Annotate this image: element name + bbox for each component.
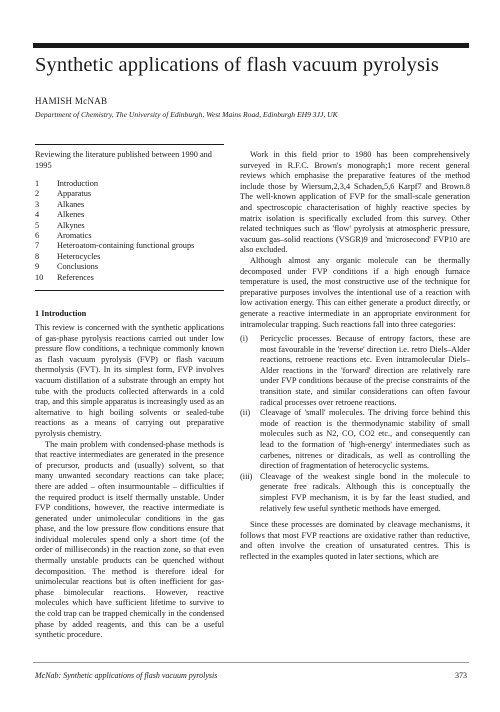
running-title: McNab: Synthetic applications of flash vacuum pyrolysis — [35, 671, 218, 680]
article-title: Synthetic applications of flash vacuum pyrolysis — [35, 54, 439, 76]
toc-label: Heterocycles — [57, 251, 101, 261]
paragraph: This review is concerned with the synthetic applications of gas-phase pyrolysis reactions carried out under low pressure flow conditions, a technique commonly known as flash vacuum pyrolysis (FVP) or flash vacuum thermolysis (FVT). In its simplest form, FVP involves vacuum distillation of a substrate through an empty hot tube with the products collected afterwards in a cold trap, and this simple apparatus is increasingly used as an alternative to high boiling solvents or sealed-tube reactions as a means of carrying out preparative pyrolysis chemistry. — [35, 323, 224, 438]
contents-box-bottom-rule — [35, 290, 224, 291]
author-affiliation: Department of Chemistry, The University of Edinburgh, West Mains Road, Edinburgh EH9 3JJ, UK — [35, 110, 338, 119]
toc-item — [35, 273, 224, 283]
toc-item — [35, 252, 224, 262]
toc-item — [35, 189, 224, 199]
toc-number: 7 — [35, 241, 40, 251]
toc-label: Alkynes — [57, 220, 85, 230]
left-column-body — [35, 323, 224, 641]
toc-number: 1 — [35, 179, 40, 188]
toc-label: Apparatus — [57, 189, 92, 199]
toc-number: 5 — [35, 220, 40, 230]
review-period: Reviewing the literature published between 1990 and 1995 — [35, 150, 212, 170]
category-text: Pericyclic processes. Because of entropy factors, these are most favourable in the 'reverse' direction i.e. retro Diels–Alder reactions, retroene reactions etc. Even intramolecular Diels–Alder reactions in the 'forward' direction are relatively rare under FVP conditions because of the precise constraints of the transition state, and similar considerations can often favour radical processes over retroene reactions. — [260, 334, 470, 407]
category-text: Cleavage of 'small' molecules. The driving force behind this mode of reaction is the thermodynamic stability of small molecules such as N2, CO, CO2 etc., and consequently can lead to the formation of 'high-energy' intermediates such as carbenes, nitrenes or diradicals, as well as controlling the direction of fragmentation of heterocyclic systems. — [260, 408, 470, 471]
toc-item — [35, 241, 224, 251]
paragraph: Since these processes are dominated by cleavage mechanisms, it follows that most FVP reactions are oxidative rather than reductive, and often involve the creation of unsaturated centres. This is reflected in the examples quoted in later sections, which are — [240, 520, 470, 561]
category-item — [240, 472, 470, 514]
contents-box-top-rule — [35, 144, 224, 145]
toc-label: References — [57, 272, 94, 282]
category-item — [240, 334, 470, 408]
toc-label: Conclusions — [57, 262, 99, 272]
category-label: (iii) — [240, 471, 253, 481]
toc-item — [35, 210, 224, 220]
toc-item — [35, 221, 224, 231]
page-number: 373 — [455, 671, 467, 680]
toc-label: Alkanes — [57, 199, 85, 209]
author-name: HAMISH McNAB — [35, 96, 108, 106]
toc-label: Introduction — [57, 179, 99, 188]
toc-label: Aromatics — [57, 231, 92, 241]
toc-number: 6 — [35, 231, 40, 241]
footer-rule — [33, 662, 469, 663]
toc-item — [35, 200, 224, 210]
category-item — [240, 408, 470, 472]
table-of-contents — [35, 179, 224, 283]
toc-item — [35, 179, 224, 189]
toc-label: Alkenes — [57, 210, 85, 220]
reaction-categories-list — [240, 334, 470, 514]
toc-number: 4 — [35, 210, 40, 220]
toc-item — [35, 262, 224, 272]
toc-number: 10 — [35, 272, 44, 282]
toc-label: Heteroatom-containing functional groups — [57, 241, 195, 251]
paragraph: Work in this field prior to 1980 has been comprehensively surveyed in R.F.C. Brown's monograph;1 more recent general reviews which emphasise the preparative features of the method include those by Wiersum,2,3,4 Schaden,5,6 Karpf7 and Brown.8 The well-known application of FVP for the small-scale generation and spectroscopic characterisation of highly reactive species by matrix isolation is specifically excluded from this survey. Other related techniques such as 'flow' pyrolysis at atmospheric pressure, vacuum gas–solid reactions (VSGR)9 and 'microsecond' FVP10 are also excluded. — [240, 150, 470, 255]
toc-number: 9 — [35, 262, 40, 272]
toc-number: 2 — [35, 189, 40, 199]
right-column-body — [240, 150, 470, 563]
category-label: (ii) — [240, 408, 251, 418]
category-text: Cleavage of the weakest single bond in the molecule to generate free radicals. Although this is conceptually the simplest FVP mechanism, it is by far the least studied, and relatively few useful synthetic methods have emerged. — [260, 471, 470, 513]
toc-item — [35, 231, 224, 241]
toc-number: 3 — [35, 199, 40, 209]
section-heading: 1 Introduction — [35, 309, 87, 318]
paragraph: Although almost any organic molecule can be thermally decomposed under FVP conditions if a high enough furnace temperature is used, the most constructive use of the technique for preparative purposes involves the intentional use of a reaction with low activation energy. This can either generate a product directly, or generate a reactive intermediate in an appropriate environment for intramolecular trapping. Such reactions fall into three categories: — [240, 255, 470, 329]
title-rule — [33, 43, 469, 48]
paragraph: The main problem with condensed-phase methods is that reactive intermediates are generated in the presence of precursor, products and (usually) solvent, so that many unwanted secondary reactions can take place; there are added – often insurmountable – difficulties if the required product is itself thermally unstable. Under FVP conditions, however, the reactive intermediate is generated under unimolecular conditions in the gas phase, and the low pressure flow conditions ensure that individual molecules spend only a short time (of the order of milliseconds) in the reaction zone, so that even thermally unstable products can be quenched without decomposition. The method is therefore ideal for unimolecular reactions but is often inefficient for gas-phase bimolecular reactions. However, reactive molecules which have sufficient lifetime to survive to the cold trap can be trapped chemically in the condensed phase by added reagents, and this can be a useful synthetic procedure. — [35, 439, 224, 640]
toc-number: 8 — [35, 251, 40, 261]
category-label: (i) — [240, 334, 248, 344]
